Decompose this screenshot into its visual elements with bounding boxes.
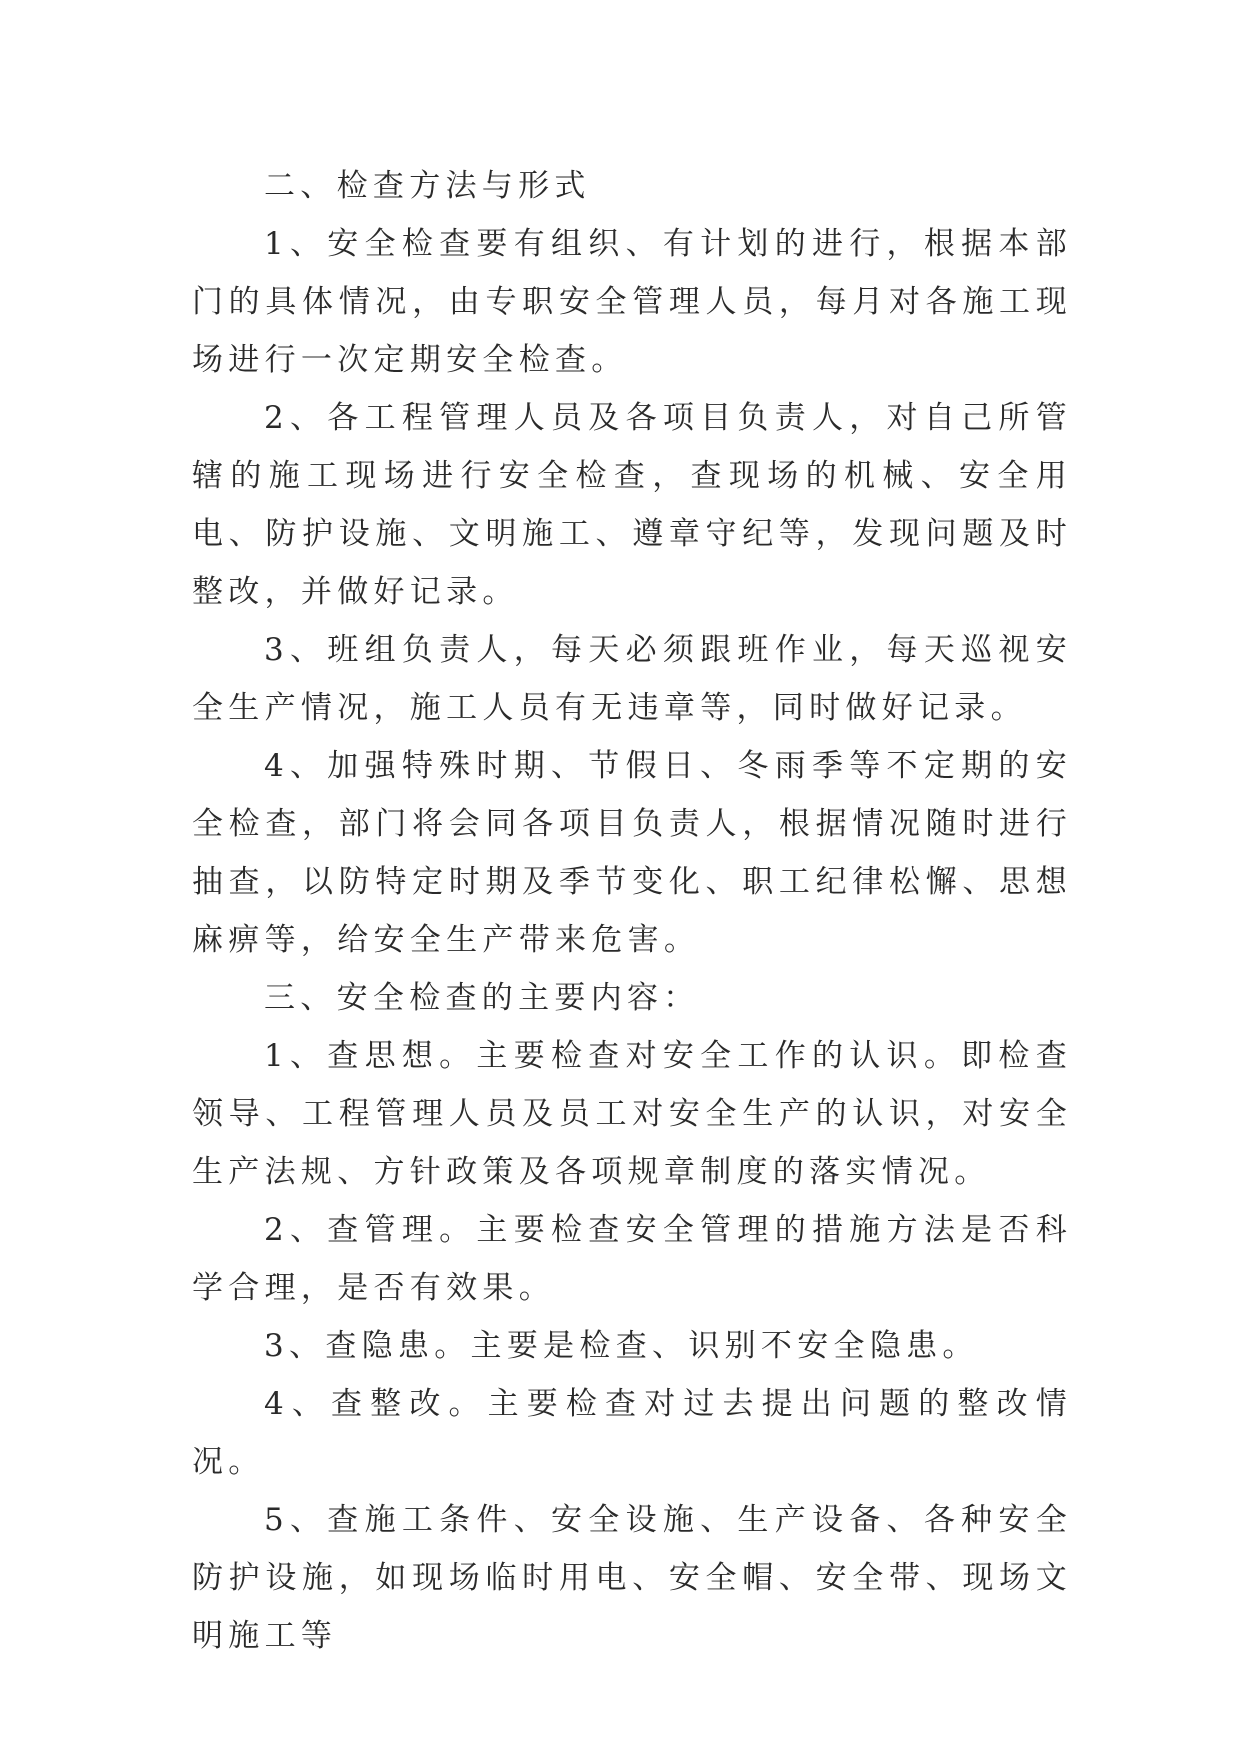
paragraph-method-4: 4、加强特殊时期、节假日、冬雨季等不定期的安全检查，部门将会同各项目负责人，根据情况随时进行抽查，以防特定时期及季节变化、职工纪律松懈、思想麻痹等，给安全生产带来危害。 [192, 748, 1072, 958]
paragraph-method-1: 1、安全检查要有组织、有计划的进行，根据本部门的具体情况，由专职安全管理人员，每月对各施工现场进行一次定期安全检查。 [192, 226, 1072, 378]
section-heading-main-contents: 三、安全检查的主要内容： [264, 980, 700, 1016]
paragraph-method-3: 3、班组负责人，每天必须跟班作业，每天巡视安全生产情况，施工人员有无违章等，同时做好记录。 [192, 632, 1072, 726]
paragraph-content-3: 3、查隐患。主要是检查、识别不安全隐患。 [264, 1328, 979, 1364]
paragraph-method-2: 2、各工程管理人员及各项目负责人，对自己所管辖的施工现场进行安全检查，查现场的机械、安全用电、防护设施、文明施工、遵章守纪等，发现问题及时整改，并做好记录。 [192, 400, 1072, 610]
paragraph-content-1: 1、查思想。主要检查对安全工作的认识。即检查领导、工程管理人员及员工对安全生产的认识，对安全生产法规、方针政策及各项规章制度的落实情况。 [192, 1038, 1072, 1190]
document-body [192, 157, 1072, 1665]
paragraph-content-5: 5、查施工条件、安全设施、生产设备、各种安全防护设施，如现场临时用电、安全帽、安全带、现场文明施工等 [192, 1502, 1072, 1654]
paragraph-content-4: 4、查整改。主要检查对过去提出问题的整改情况。 [192, 1386, 1072, 1480]
paragraph-content-2: 2、查管理。主要检查安全管理的措施方法是否科学合理，是否有效果。 [192, 1212, 1072, 1306]
section-heading-inspection-methods: 二、检查方法与形式 [264, 168, 591, 204]
